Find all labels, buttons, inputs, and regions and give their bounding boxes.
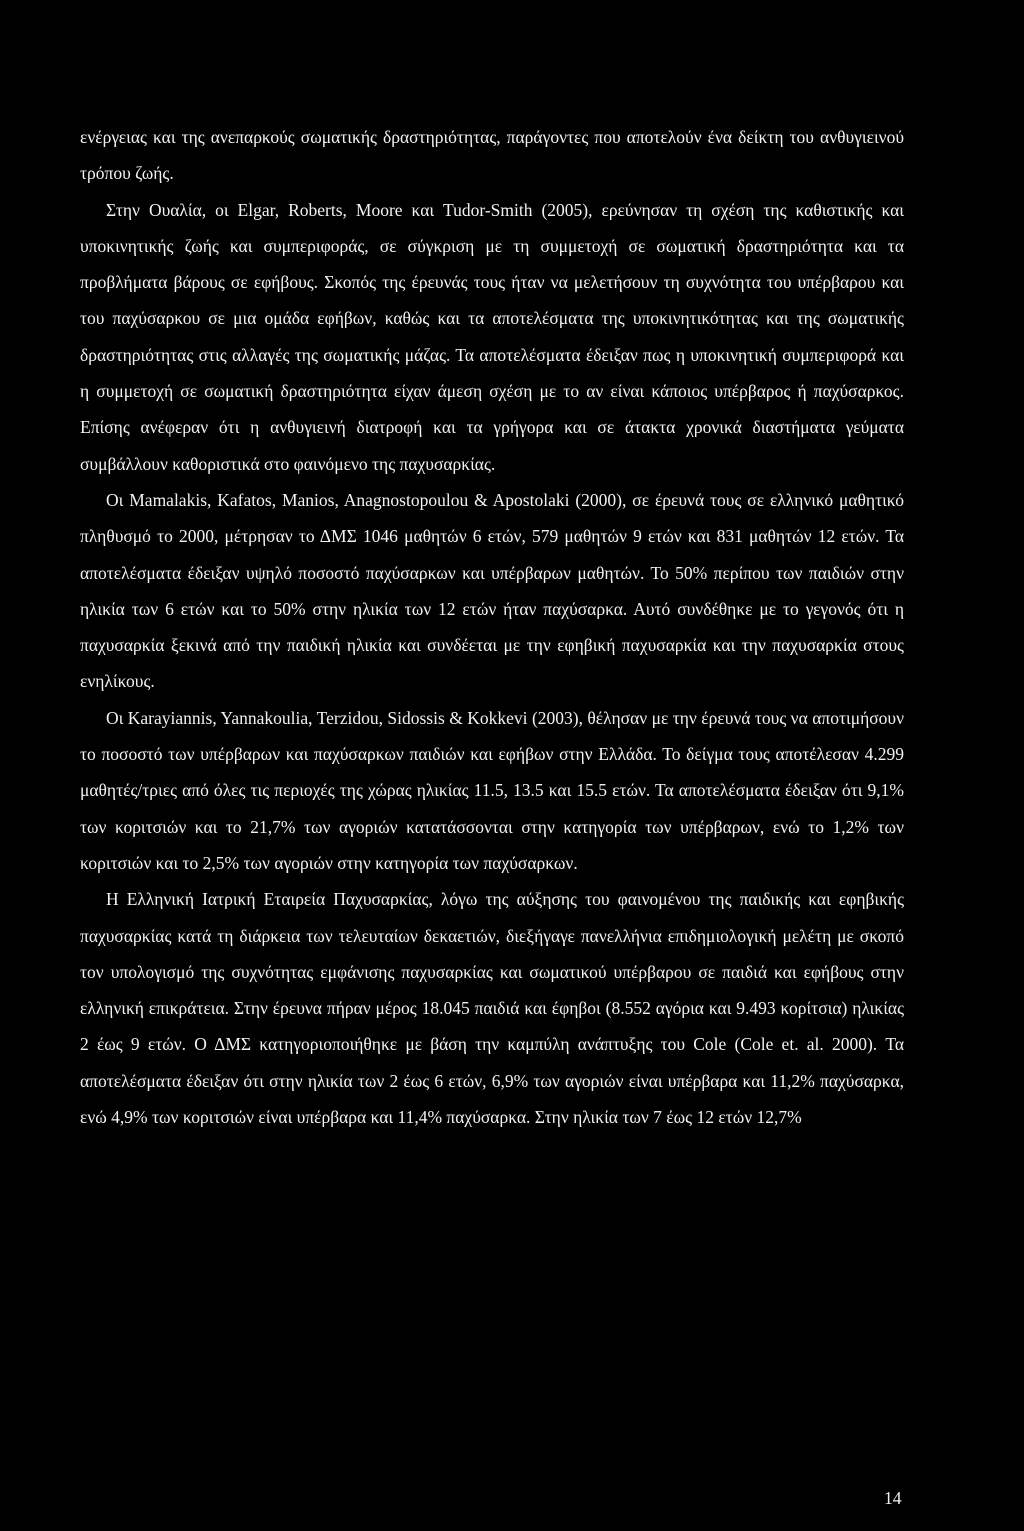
paragraph-elgar-study: Στην Ουαλία, οι Elgar, Roberts, Moore και Tudor-Smith (2005), ερεύνησαν τη σχέση της καθιστικής και υποκινητικής ζωής και συμπεριφοράς, σε σύγκριση με τη συμμετοχή σε σωματική δραστηριότητα και τα προβλήματα βάρους σε εφήβους. Σκοπός της έρευνάς τους ήταν να μελετήσουν τη συχνότητα του υπέρβαρου και του παχύσαρκου σε μια ομάδα εφήβων, καθώς και τα αποτελέσματα της υποκινητικότητας και της σωματικής δραστηριότητας στις αλλαγές της σωματικής μάζας. Τα αποτελέσματα έδειξαν πως η υποκινητική συμπεριφορά και η συμμετοχή σε σωματική δραστηριότητα είχαν άμεση σχέση με το αν είναι κάποιος υπέρβαρος ή παχύσαρκος. Επίσης ανέφεραν ότι η ανθυγιεινή διατροφή και τα γρήγορα και σε άτακτα χρονικά διαστήματα γεύματα συμβάλλουν καθοριστικά στο φαινόμενο της παχυσαρκίας. — [80, 199, 904, 474]
body-text — [80, 119, 904, 1135]
paragraph-karayiannis-study: Οι Karayiannis, Yannakoulia, Terzidou, Sidossis & Kokkevi (2003), θέλησαν με την έρευνά τους να αποτιμήσουν το ποσοστό των υπέρβαρων και παχύσαρκων παιδιών και εφήβων στην Ελλάδα. Το δείγμα τους αποτέλεσαν 4.299 μαθητές/τριες από όλες τις περιοχές της χώρας ηλικίας 11.5, 13.5 και 15.5 ετών. Τα αποτελέσματα έδειξαν ότι 9,1% των κοριτσιών και το 21,7% των αγοριών κατατάσσονται στην κατηγορία των υπέρβαρων, ενώ το 1,2% των κοριτσιών και το 2,5% των αγοριών στην κατηγορία των παχύσαρκων. — [80, 707, 904, 873]
page-number: 14 — [884, 1488, 902, 1508]
paragraph-hellenic-society-study: Η Ελληνική Ιατρική Εταιρεία Παχυσαρκίας, λόγω της αύξησης του φαινομένου της παιδικής και εφηβικής παχυσαρκίας κατά τη διάρκεια των τελευταίων δεκαετιών, διεξήγαγε πανελλήνια επιδημιολογική μελέτη με σκοπό τον υπολογισμό της συχνότητας εμφάνισης παχυσαρκίας και σωματικού υπέρβαρου σε παιδιά και εφήβους στην ελληνική επικράτεια. Στην έρευνα πήραν μέρος 18.045 παιδιά και έφηβοι (8.552 αγόρια και 9.493 κορίτσια) ηλικίας 2 έως 9 ετών. Ο ΔΜΣ κατηγοριοποιήθηκε με βάση την καμπύλη ανάπτυξης του Cole (Cole et. al. 2000). Τα αποτελέσματα έδειξαν ότι στην ηλικία των 2 έως 6 ετών, 6,9% των αγοριών είναι υπέρβαρα και 11,2% παχύσαρκα, ενώ 4,9% των κοριτσιών είναι υπέρβαρα και 11,4% παχύσαρκα. Στην ηλικία των 7 έως 12 ετών 12,7% — [80, 889, 904, 1128]
paragraph-continuation: ενέργειας και της ανεπαρκούς σωματικής δραστηριότητας, παράγοντες που αποτελούν ένα δείκτη του ανθυγιεινού τρόπου ζωής. — [80, 127, 904, 184]
paragraph-mamalakis-study: Οι Mamalakis, Kafatos, Manios, Anagnostopoulou & Apostolaki (2000), σε έρευνά τους σε ελληνικό μαθητικό πληθυσμό το 2000, μέτρησαν το ΔΜΣ 1046 μαθητών 6 ετών, 579 μαθητών 9 ετών και 831 μαθητών 12 ετών. Τα αποτελέσματα έδειξαν υψηλό ποσοστό παχύσαρκων και υπέρβαρων μαθητών. Το 50% περίπου των παιδιών στην ηλικία των 6 ετών και το 50% στην ηλικία των 12 ετών ήταν παχύσαρκα. Αυτό συνδέθηκε με το γεγονός ότι η παχυσαρκία ξεκινά από την παιδική ηλικία και συνδέεται με την εφηβική παχυσαρκία και την παχυσαρκία στους ενηλίκους. — [80, 489, 904, 692]
